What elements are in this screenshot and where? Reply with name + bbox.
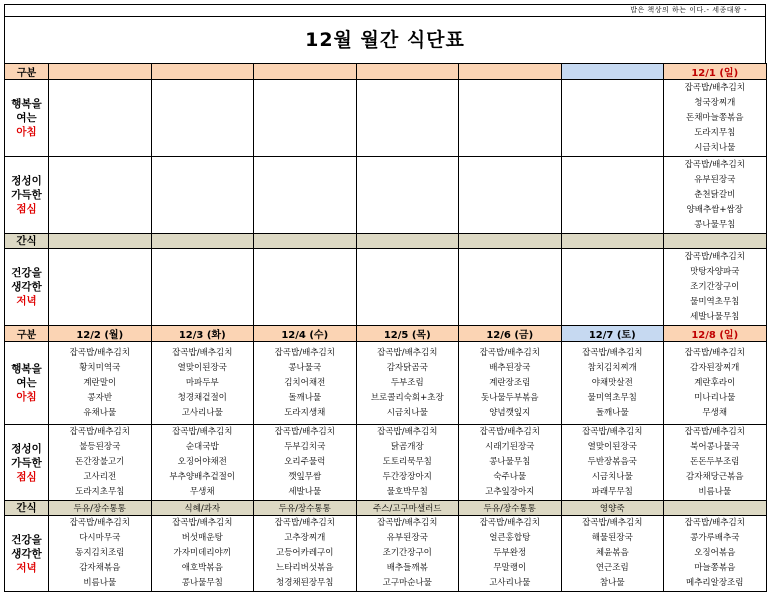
- menu-cell: [459, 157, 562, 234]
- meal-row-breakfast: [5, 342, 767, 425]
- menu-item: 동지김치조림: [75, 548, 125, 558]
- menu-cell: [151, 80, 254, 157]
- snack-cell: [356, 234, 459, 249]
- menu-item: 열맞이된장국: [587, 442, 637, 452]
- menu-cell: [254, 342, 357, 425]
- day-header: 12/4 (수): [254, 326, 357, 342]
- menu-item: 계란후라이: [694, 377, 736, 388]
- menu-cell: [49, 342, 152, 425]
- label-snack: 간식: [5, 501, 49, 516]
- menu-item: 물미역초무침: [587, 392, 637, 403]
- menu-item: 유부된장국: [386, 533, 428, 543]
- menu-item: 잡곡밥/배추김치: [582, 347, 643, 358]
- day-header: 12/5 (목): [356, 326, 459, 342]
- menu-item: 불등된장국: [79, 442, 121, 452]
- menu-cell: [561, 425, 664, 501]
- label-dinner: [5, 516, 49, 592]
- menu-item: 버섯매운탕: [181, 533, 223, 543]
- menu-item: 돌깨나물: [595, 407, 629, 418]
- snack-cell: 주스/고구마샐러드: [356, 501, 459, 516]
- menu-cell: [254, 80, 357, 157]
- menu-item: 도라지초무침: [75, 487, 125, 497]
- top-note: 밥은 책상의 하는 이다.- 세종대왕 -: [4, 4, 766, 16]
- menu-item: 잡곡밥/배추김치: [582, 427, 643, 437]
- menu-item: 참치김치찌개: [587, 362, 637, 373]
- menu-item: 감자채당근볶음: [686, 472, 744, 482]
- menu-cell: [254, 425, 357, 501]
- menu-cell: [49, 80, 152, 157]
- label-line: 가득한: [11, 456, 42, 469]
- snack-cell: 식혜/과자: [151, 501, 254, 516]
- menu-item: 배추된장국: [489, 362, 531, 373]
- menu-cell: [664, 425, 767, 501]
- label-line: 점심: [16, 203, 37, 215]
- menu-cell: [561, 516, 664, 592]
- menu-item: 계란장조림: [489, 377, 531, 388]
- menu-item: 시금치나물: [386, 407, 428, 418]
- menu-item: 오징어야채전: [177, 457, 227, 467]
- menu-item: 춘천닭갈비: [694, 189, 736, 200]
- menu-item: 느타리버섯볶음: [276, 563, 334, 573]
- menu-cell: [49, 425, 152, 501]
- menu-item: 돈돈두부조림: [690, 457, 740, 467]
- menu-item: 고추장찌개: [284, 533, 326, 543]
- menu-item: 마파두부: [185, 377, 219, 388]
- label-line: 건강을: [11, 533, 42, 546]
- menu-cell: [664, 516, 767, 592]
- snack-cell: 두유/장수통통: [49, 501, 152, 516]
- label-line: 아침: [16, 391, 37, 403]
- menu-item: 세발나물무침: [690, 311, 740, 322]
- menu-cell: [561, 249, 664, 326]
- menu-item: 두부조림: [390, 377, 424, 388]
- menu-item: 돈간장불고기: [75, 457, 125, 467]
- menu-cell: [561, 80, 664, 157]
- menu-item: 마늘쫑볶음: [694, 563, 736, 573]
- menu-item: 깻잎무쌈: [288, 472, 322, 482]
- menu-item: 물미역초무침: [690, 296, 740, 307]
- menu-item: 참나물: [599, 578, 625, 588]
- menu-cell: [49, 516, 152, 592]
- menu-item: 미나리나물: [694, 392, 736, 403]
- menu-item: 양념깻잎지: [489, 407, 531, 418]
- menu-item: 배추들깨볶: [386, 563, 428, 573]
- menu-cell: [151, 157, 254, 234]
- day-header: [356, 64, 459, 80]
- menu-item: 두부김치국: [284, 442, 326, 452]
- menu-item: 잡곡밥/배추김치: [582, 518, 643, 528]
- label-line: 저녁: [16, 561, 37, 574]
- label-gubun: 구분: [5, 326, 49, 342]
- menu-cell: [459, 249, 562, 326]
- page-title: 12월 월간 식단표: [4, 16, 766, 64]
- menu-item: 잡곡밥/배추김치: [684, 82, 745, 93]
- menu-cell: [356, 425, 459, 501]
- menu-item: 야채맛살전: [591, 377, 633, 388]
- meal-row-breakfast: [5, 80, 767, 157]
- menu-item: 콩나물무침: [489, 457, 531, 467]
- snack-cell: 영양죽: [561, 501, 664, 516]
- snack-cell: [254, 234, 357, 249]
- menu-item: 청경채된장무침: [276, 578, 334, 588]
- day-header-row: [5, 64, 767, 80]
- snack-cell: [664, 501, 767, 516]
- menu-item: 파래무무침: [591, 487, 633, 497]
- menu-item: 잡곡밥/배추김치: [684, 518, 745, 528]
- day-header: [254, 64, 357, 80]
- label-lunch: [5, 157, 49, 234]
- menu-cell: [254, 249, 357, 326]
- menu-cell: [459, 80, 562, 157]
- label-lunch: [5, 425, 49, 501]
- snack-row: [5, 501, 767, 516]
- menu-item: 시금치나물: [694, 142, 736, 153]
- menu-item: 잡곡밥/배추김치: [684, 347, 745, 358]
- meal-row-dinner: [5, 249, 767, 326]
- snack-cell: [151, 234, 254, 249]
- menu-item: 조기간장구이: [382, 548, 432, 558]
- menu-item: 얼큰홍합탕: [489, 533, 531, 543]
- menu-item: 고사리나물: [181, 407, 223, 418]
- menu-cell: [561, 342, 664, 425]
- meal-row-lunch: [5, 157, 767, 234]
- menu-item: 콩자반: [87, 392, 113, 403]
- label-breakfast: [5, 342, 49, 425]
- menu-item: 고추잎장아지: [485, 487, 535, 497]
- menu-item: 무생채: [702, 407, 728, 418]
- day-header: [49, 64, 152, 80]
- menu-item: 부추양배추겉절이: [169, 472, 236, 482]
- menu-cell: [459, 425, 562, 501]
- label-line: 정성이: [11, 175, 42, 187]
- menu-cell: [664, 249, 767, 326]
- menu-item: 잡곡밥/배추김치: [69, 427, 130, 437]
- menu-item: 고등어카레구이: [276, 548, 334, 558]
- day-header: 12/8 (일): [664, 326, 767, 342]
- meal-row-lunch: [5, 425, 767, 501]
- menu-cell: [664, 157, 767, 234]
- menu-cell: [356, 342, 459, 425]
- label-line: 점심: [16, 470, 37, 483]
- menu-item: 잡곡밥/배추김치: [684, 251, 745, 262]
- label-line: 아침: [16, 126, 37, 138]
- menu-item: 세발나물: [288, 487, 322, 497]
- menu-item: 잡곡밥/배추김치: [172, 347, 233, 358]
- menu-item: 돈채마늘쫑볶음: [686, 112, 744, 123]
- menu-cell: [49, 249, 152, 326]
- menu-item: 고구마순나물: [382, 578, 432, 588]
- menu-item: 비름나물: [83, 578, 117, 588]
- menu-item: 조기간장구이: [690, 281, 740, 292]
- menu-item: 콩나물무침: [181, 578, 223, 588]
- menu-cell: [151, 342, 254, 425]
- menu-item: 돗나물두부볶음: [481, 392, 539, 403]
- snack-row: [5, 234, 767, 249]
- menu-item: 감자닭곰국: [386, 362, 428, 373]
- menu-cell: [254, 157, 357, 234]
- menu-item: 잡곡밥/배추김치: [479, 347, 540, 358]
- menu-item: 닭곰개장: [390, 442, 424, 452]
- menu-item: 도라지생채: [284, 407, 326, 418]
- menu-item: 잡곡밥/배추김치: [274, 518, 335, 528]
- menu-item: 고사리전: [83, 472, 117, 482]
- label-line: 저녁: [16, 295, 37, 307]
- snack-cell: 두유/장수통통: [254, 501, 357, 516]
- menu-item: 도라지무침: [694, 127, 736, 138]
- menu-item: 북어콩나물국: [690, 442, 740, 452]
- menu-item: 무생채: [189, 487, 215, 497]
- snack-cell: [49, 234, 152, 249]
- label-line: 행복을: [11, 98, 42, 110]
- menu-item: 비름나물: [698, 487, 732, 497]
- menu-cell: [356, 516, 459, 592]
- menu-cell: [254, 516, 357, 592]
- menu-item: 잡곡밥/배추김치: [377, 518, 438, 528]
- meal-row-dinner: [5, 516, 767, 592]
- menu-item: 잡곡밥/배추김치: [479, 518, 540, 528]
- menu-sheet: [4, 4, 766, 588]
- menu-item: 오리주물럭: [284, 457, 326, 467]
- menu-item: 두간장장아지: [382, 472, 432, 482]
- snack-cell: [459, 234, 562, 249]
- menu-item: 감자된장찌개: [690, 362, 740, 373]
- menu-item: 콩가루배추국: [690, 533, 740, 543]
- menu-item: 유부된장국: [694, 174, 736, 185]
- menu-item: 열맞이된장국: [177, 362, 227, 373]
- menu-cell: [664, 80, 767, 157]
- menu-cell: [151, 516, 254, 592]
- menu-item: 체윤볶음: [595, 548, 629, 558]
- label-line: 행복을: [11, 363, 42, 375]
- day-header-row: [5, 326, 767, 342]
- menu-item: 잡곡밥/배추김치: [684, 159, 745, 170]
- day-header: 12/2 (월): [49, 326, 152, 342]
- menu-item: 청경채겉절이: [177, 392, 227, 403]
- menu-item: 유채나물: [83, 407, 117, 418]
- menu-cell: [356, 157, 459, 234]
- menu-cell: [49, 157, 152, 234]
- menu-cell: [151, 249, 254, 326]
- label-line: 정성이: [11, 442, 42, 455]
- menu-item: 양배추쌈+쌈장: [686, 204, 743, 215]
- day-header: 12/6 (금): [459, 326, 562, 342]
- menu-item: 잡곡밥/배추김치: [274, 347, 335, 358]
- menu-item: 잡곡밥/배추김치: [172, 427, 233, 437]
- menu-cell: [459, 342, 562, 425]
- label-dinner: [5, 249, 49, 326]
- day-header: [151, 64, 254, 80]
- menu-cell: [356, 80, 459, 157]
- menu-item: 잡곡밥/배추김치: [69, 347, 130, 358]
- menu-item: 두반장볶음국: [587, 457, 637, 467]
- menu-cell: [356, 249, 459, 326]
- menu-item: 계란말이: [83, 377, 117, 388]
- menu-item: 시래기된장국: [485, 442, 535, 452]
- menu-item: 잡곡밥/배추김치: [172, 518, 233, 528]
- snack-cell: [561, 234, 664, 249]
- menu-cell: [561, 157, 664, 234]
- menu-item: 시금치나물: [591, 472, 633, 482]
- label-line: 여는: [16, 377, 37, 389]
- label-line: 가득한: [11, 189, 42, 201]
- menu-item: 고사리나물: [489, 578, 531, 588]
- menu-item: 연근조림: [595, 563, 629, 573]
- menu-table: [4, 63, 767, 592]
- label-snack: 간식: [5, 234, 49, 249]
- menu-item: 맛탕자양파국: [690, 266, 740, 277]
- menu-item: 잡곡밥/배추김치: [274, 427, 335, 437]
- day-header: 12/3 (화): [151, 326, 254, 342]
- label-line: 건강을: [11, 267, 42, 279]
- menu-item: 무말랭이: [493, 563, 527, 573]
- menu-item: 오징어볶음: [694, 548, 736, 558]
- menu-item: 도토리묵무침: [382, 457, 432, 467]
- snack-cell: [664, 234, 767, 249]
- menu-item: 다시마무국: [79, 533, 121, 543]
- label-line: 생각한: [11, 547, 42, 560]
- menu-item: 순대국밥: [185, 442, 219, 452]
- menu-item: 잡곡밥/배추김치: [684, 427, 745, 437]
- menu-item: 황치미역국: [79, 362, 121, 373]
- label-breakfast: [5, 80, 49, 157]
- day-header: 12/7 (토): [561, 326, 664, 342]
- menu-item: 잡곡밥/배추김치: [377, 427, 438, 437]
- menu-item: 잡곡밥/배추김치: [69, 518, 130, 528]
- menu-item: 청국장찌개: [694, 97, 736, 108]
- day-header: [561, 64, 664, 80]
- menu-item: 애호박볶음: [181, 563, 223, 573]
- menu-item: 가자미데리야끼: [173, 548, 231, 558]
- label-gubun: 구분: [5, 64, 49, 80]
- menu-cell: [459, 516, 562, 592]
- day-header: [459, 64, 562, 80]
- menu-item: 잡곡밥/배추김치: [479, 427, 540, 437]
- menu-item: 브로콜리숙회+초장: [370, 392, 444, 403]
- menu-item: 콩나물무침: [694, 219, 736, 230]
- menu-item: 돌깨나물: [288, 392, 322, 403]
- menu-item: 메추리알장조림: [686, 578, 744, 588]
- label-line: 생각한: [11, 281, 42, 293]
- snack-cell: 두유/장수통통: [459, 501, 562, 516]
- menu-item: 숙주나물: [493, 472, 527, 482]
- menu-item: 해물된장국: [591, 533, 633, 543]
- menu-item: 콩나물국: [288, 362, 322, 373]
- menu-item: 물호박무침: [386, 487, 428, 497]
- menu-item: 잡곡밥/배추김치: [377, 347, 438, 358]
- menu-item: 감자채볶음: [79, 563, 121, 573]
- menu-cell: [664, 342, 767, 425]
- day-header: 12/1 (일): [664, 64, 767, 80]
- menu-item: 두부완정: [493, 548, 527, 558]
- label-line: 여는: [16, 112, 37, 124]
- menu-cell: [151, 425, 254, 501]
- menu-item: 김치어채전: [284, 377, 326, 388]
